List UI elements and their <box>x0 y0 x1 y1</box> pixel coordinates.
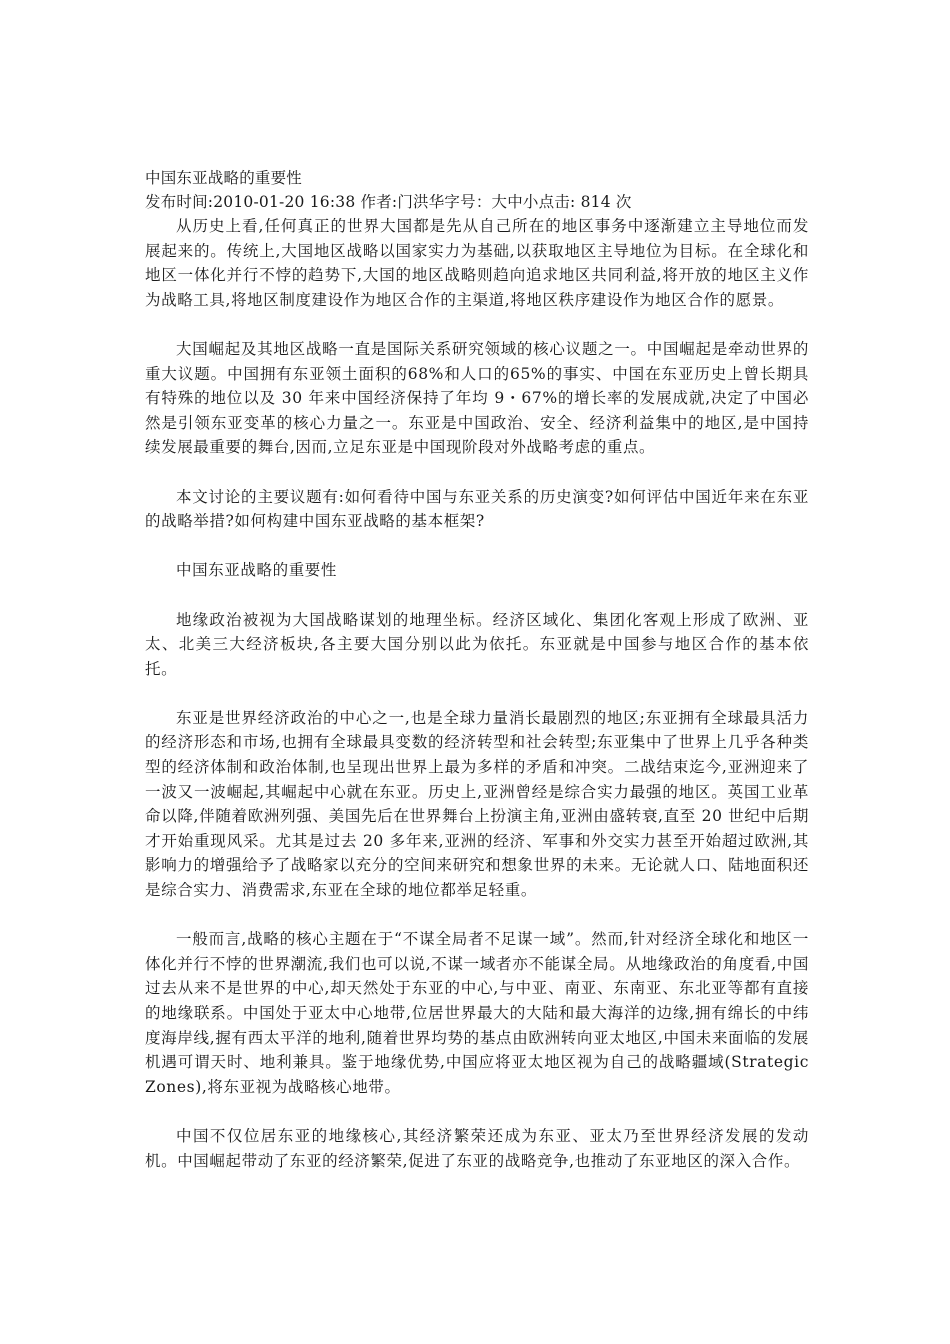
article-meta: 发布时间:2010-01-20 16:38 作者:门洪华字号：大中小点击: 814 次 <box>145 193 632 211</box>
document-page <box>145 166 809 1198</box>
paragraph-4: 地缘政治被视为大国战略谋划的地理坐标。经济区域化、集团化客观上形成了欧洲、亚太、北美三大经济板块,各主要大国分别以此为依托。东亚就是中国参与地区合作的基本依托。 <box>145 610 809 678</box>
paragraph-7: 中国不仅位居东亚的地缘核心,其经济繁荣还成为东亚、亚太乃至世界经济发展的发动机。中国崛起带动了东亚的经济繁荣,促进了东亚的战略竞争,也推动了东亚地区的深入合作。 <box>145 1126 809 1170</box>
paragraph-3: 本文讨论的主要议题有:如何看待中国与东亚关系的历史演变?如何评估中国近年来在东亚的战略举措?如何构建中国东亚战略的基本框架? <box>145 487 809 531</box>
section-subheading: 中国东亚战略的重要性 <box>176 561 338 580</box>
paragraph-6: 一般而言,战略的核心主题在于“不谋全局者不足谋一域”。然而,针对经济全球化和地区一体化并行不悖的世界潮流,我们也可以说,不谋一域者亦不能谋全局。从地缘政治的角度看,中国过去从来不是世界的中心,却天然处于东亚的中心,与中亚、南亚、东南亚、东北亚等都有直接的地缘联系。中国处于亚太中心地带,位居世界最大的大陆和最大海洋的边缘,拥有绵长的中纬度海岸线,握有西太平洋的地利,随着世界均势的基点由欧洲转向亚太地区,中国未来面临的发展机遇可谓天时、地利兼具。鉴于地缘优势,中国应将亚太地区视为自己的战略疆域(Strategic Zones),将东亚视为战略核心地带。 <box>145 930 809 1096</box>
article-title: 中国东亚战略的重要性 <box>145 169 303 187</box>
paragraph-5: 东亚是世界经济政治的中心之一,也是全球力量消长最剧烈的地区;东亚拥有全球最具活力的经济形态和市场,也拥有全球最具变数的经济转型和社会转型;东亚集中了世界上几乎各种类型的经济体制和政治体制,也呈现出世界上最为多样的矛盾和冲突。二战结束迄今,亚洲迎来了一波又一波崛起,其崛起中心就在东亚。历史上,亚洲曾经是综合实力最强的地区。英国工业革命以降,伴随着欧洲列强、美国先后在世界舞台上扮演主角,亚洲由盛转衰,直至 20 世纪中后期才开始重现风采。尤其是过去 20 多年来,亚洲的经济、军事和外交实力甚至开始超过欧洲,其影响力的增强给予了战略家以充分的空间来研究和想象世界的未来。无论就人口、陆地面积还是综合实力、消费需求,东亚在全球的地位都举足轻重。 <box>145 708 809 900</box>
paragraph-1: 从历史上看,任何真正的世界大国都是先从自己所在的地区事务中逐渐建立主导地位而发展起来的。传统上,大国地区战略以国家实力为基础,以获取地区主导地位为目标。在全球化和地区一体化并行不悖的趋势下,大国的地区战略则趋向追求地区共同利益,将开放的地区主义作为战略工具,将地区制度建设作为地区合作的主渠道,将地区秩序建设作为地区合作的愿景。 <box>145 217 809 309</box>
paragraph-2: 大国崛起及其地区战略一直是国际关系研究领域的核心议题之一。中国崛起是牵动世界的重大议题。中国拥有东亚领土面积的68%和人口的65%的事实、中国在东亚历史上曾长期具有特殊的地位以及 30 年来中国经济保持了年均 9・67%的增长率的发展成就,决定了中国必然是引领东亚变革的核心力量之一。东亚是中国政治、安全、经济利益集中的地区,是中国持续发展最重要的舞台,因而,立足东亚是中国现阶段对外战略考虑的重点。 <box>145 339 809 457</box>
